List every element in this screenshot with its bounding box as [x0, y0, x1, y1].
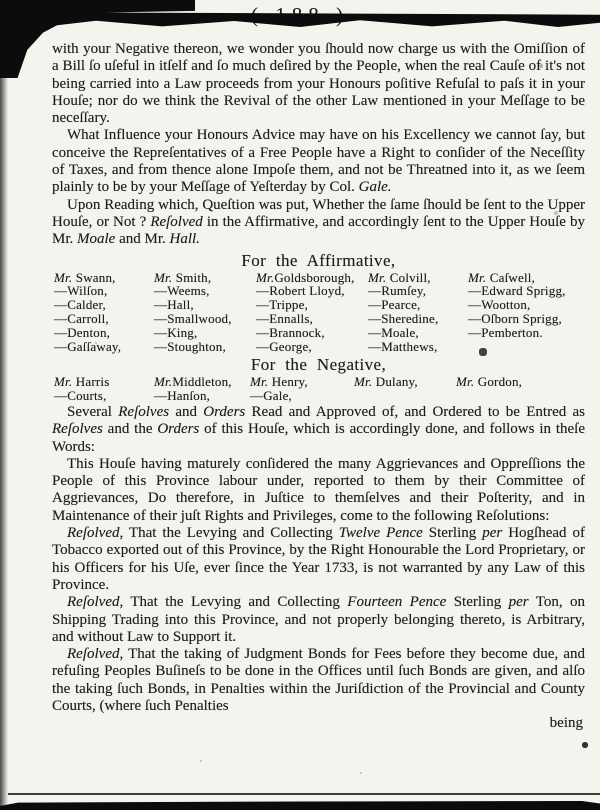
name-column — [468, 271, 585, 354]
honorific: Mr. — [54, 269, 73, 285]
text-segment: in the Affirmative, and accordingly ſent to the Upper Houſe by Mr. — [52, 213, 585, 248]
negative-heading: For the Negative, — [250, 355, 387, 375]
text-segment: of this Houſe, which is accordingly done, and follows in theſe Words: — [52, 421, 585, 455]
honorific: Mr. — [54, 374, 73, 390]
text-segment: Reſolved — [67, 646, 120, 663]
text-segment: Fourteen Pence — [347, 594, 447, 611]
text-segment: Sterling — [422, 525, 483, 542]
name-entry: —Calder, — [54, 297, 106, 313]
name-entry: —Smallwood, — [154, 310, 232, 326]
scan-rule-bottom — [8, 793, 600, 795]
text-segment: Orders — [157, 421, 200, 438]
text-segment: Moale — [77, 231, 116, 248]
text-segment: and Mr. — [115, 231, 170, 248]
scan-edge-left — [0, 0, 8, 810]
name-entry: —Hall, — [154, 297, 194, 313]
name-entry: Mr. Colvill, — [368, 269, 431, 285]
catchword: being — [549, 715, 583, 732]
name-entry: —Wootton, — [468, 297, 531, 313]
name-entry: Mr. Harris — [54, 374, 110, 390]
name-entry: Mr. Dulany, — [354, 374, 418, 390]
text-segment: per — [508, 594, 529, 611]
honorific: Mr. — [250, 374, 269, 390]
name-column — [154, 271, 256, 354]
paragraph — [52, 456, 585, 525]
name-entry: —Edward Sprigg, — [468, 283, 566, 299]
scan-edge-bottom — [0, 801, 600, 810]
honorific: Mr. — [256, 269, 275, 285]
text-segment: Reſolved — [67, 594, 120, 611]
name-entry: —Sheredine, — [368, 310, 439, 326]
text-segment: Twelve Pence — [338, 525, 423, 542]
name-entry: —Gale, — [250, 388, 292, 404]
text-segment: with your Negative thereon, we wonder you ſhould now charge us with the Omiſſion of a Bill ſo uſeful in itſelf and ſo much deſired by the People, when the real Cauſe of it's not being carried into a Law proceeds from your Honours poſitive Refuſal to paſs it in your Houſe; nor do we think the Revival of the other Law mentioned in your Meſſage to be neceſſary. — [52, 41, 585, 127]
paragraph — [52, 404, 585, 456]
name-entry: —Moale, — [368, 324, 419, 340]
intro-paragraphs — [52, 41, 585, 249]
name-entry: —Courts, — [54, 388, 107, 404]
text-segment: Ton, on Shipping Trading into this Province, and not properly belonging thereto, is Arbitrary, and without Law to Support it. — [52, 594, 585, 645]
name-entry: —Brannock, — [256, 324, 325, 340]
name-entry: Mr. Gordon, — [456, 374, 523, 390]
name-column — [54, 271, 154, 354]
text-segment: Reſolved — [150, 213, 203, 230]
name-entry: —Stoughton, — [154, 338, 226, 354]
name-entry: —Hanſon, — [154, 388, 211, 404]
name-entry: —Ennalls, — [256, 310, 314, 326]
name-entry: Mr.Goldsborough, — [256, 269, 355, 285]
text-segment: and the — [102, 421, 158, 438]
name-column — [354, 375, 456, 403]
affirmative-vote-list — [54, 271, 585, 354]
text-segment: Read and Approved of, and Ordered to be Entred as — [245, 403, 585, 420]
text-segment: Reſolves — [118, 403, 170, 420]
text-segment: Hogſhead of Tobacco exported out of this Province, by the Right Honourable the Lord Proprietary, or his Officers for his Uſe, ever ſince the Year 1733, is not warranted by any Law of this Province. — [52, 525, 585, 593]
text-segment: , That the Levying and Collecting — [119, 525, 339, 542]
text-segment: Reſolved — [67, 525, 120, 542]
name-entry: —Denton, — [54, 324, 111, 340]
name-entry: —Carroll, — [54, 310, 109, 326]
name-column — [256, 271, 368, 354]
name-entry: —Matthews, — [368, 338, 438, 354]
name-entry: —Wilſon, — [54, 283, 108, 299]
text-segment: , That the Levying and Collecting — [119, 594, 348, 611]
name-entry: —George, — [256, 338, 312, 354]
text-segment: per — [482, 525, 503, 542]
text-segment: and — [169, 403, 204, 420]
name-entry: —Weems, — [154, 283, 210, 299]
name-entry: Mr. Caſwell, — [468, 269, 536, 285]
text-segment: Several — [67, 403, 119, 420]
paragraph — [52, 646, 585, 715]
name-entry: —Trippe, — [256, 297, 309, 313]
name-entry: —Oſborn Sprigg, — [468, 310, 562, 326]
paragraph — [52, 525, 585, 594]
text-segment: Gale. — [358, 179, 392, 196]
body-paragraphs — [52, 404, 585, 715]
honorific: Mr. — [456, 374, 475, 390]
name-entry: —Rumſey, — [368, 283, 427, 299]
name-entry: Mr. Henry, — [250, 374, 308, 390]
name-entry: —Pemberton. — [468, 324, 543, 340]
name-column — [456, 375, 585, 403]
text-segment: Reſolves — [52, 421, 103, 438]
text-segment: This Houſe having maturely conſidered the many Aggrievances and Oppreſſions the People of this Province labour under, reported to them by their Committee of Aggrievances, Do therefore, in Juſtice to themſelves and their Poſterity, and in Maintenance of their juſt Rights and Privileges, come to the following Reſolutions: — [52, 455, 585, 524]
name-column — [54, 375, 154, 403]
paragraph — [52, 41, 585, 127]
name-entry: Mr.Middleton, — [154, 374, 232, 390]
name-entry: Mr. Swann, — [54, 269, 116, 285]
text-segment: , That the taking of Judgment Bonds for Fees before they become due, and refuſing Peoples Buſineſs to be done in the Offices until ſuch Bonds are given, and alſo the taking ſuch Bonds, in Penalties within the Juriſdiction of the Provincial and County Courts, (where ſuch Penalties — [52, 646, 585, 714]
honorific: Mr. — [354, 374, 373, 390]
text-segment: Upon Reading which, Queſtion was put, Whether the ſame ſhould be ſent to the Upper Houſe, or Not ? — [52, 196, 585, 230]
negative-vote-list — [54, 375, 585, 403]
name-entry: —Robert Lloyd, — [256, 283, 345, 299]
affirmative-heading: For the Affirmative, — [241, 250, 396, 270]
honorific: Mr. — [154, 269, 173, 285]
name-entry: —Pearce, — [368, 297, 421, 313]
paragraph — [52, 197, 585, 249]
honorific: Mr. — [368, 269, 387, 285]
honorific: Mr. — [468, 269, 487, 285]
page-content — [52, 41, 585, 733]
name-entry: —Gaſſaway, — [54, 338, 122, 354]
text-segment: Sterling — [446, 594, 509, 611]
text-segment: Hall. — [169, 231, 200, 248]
name-entry: Mr. Smith, — [154, 269, 212, 285]
name-entry: —King, — [154, 324, 198, 340]
paragraph — [52, 127, 585, 196]
text-segment: What Influence your Honours Advice may have on his Excellency we cannot ſay, but conceive the Repreſentatives of a Free People have a Right to conſider of the Neceſſity of Taxes, and from thence alone Impoſe them, and not be Threatned into it, as we ſeem plainly to be by your Meſſage of Yeſterday by Col. — [52, 127, 585, 196]
text-segment: Orders — [203, 403, 246, 420]
name-column — [368, 271, 468, 354]
honorific: Mr. — [154, 374, 173, 390]
name-column — [154, 375, 250, 403]
paragraph — [52, 594, 585, 646]
name-column — [250, 375, 354, 403]
